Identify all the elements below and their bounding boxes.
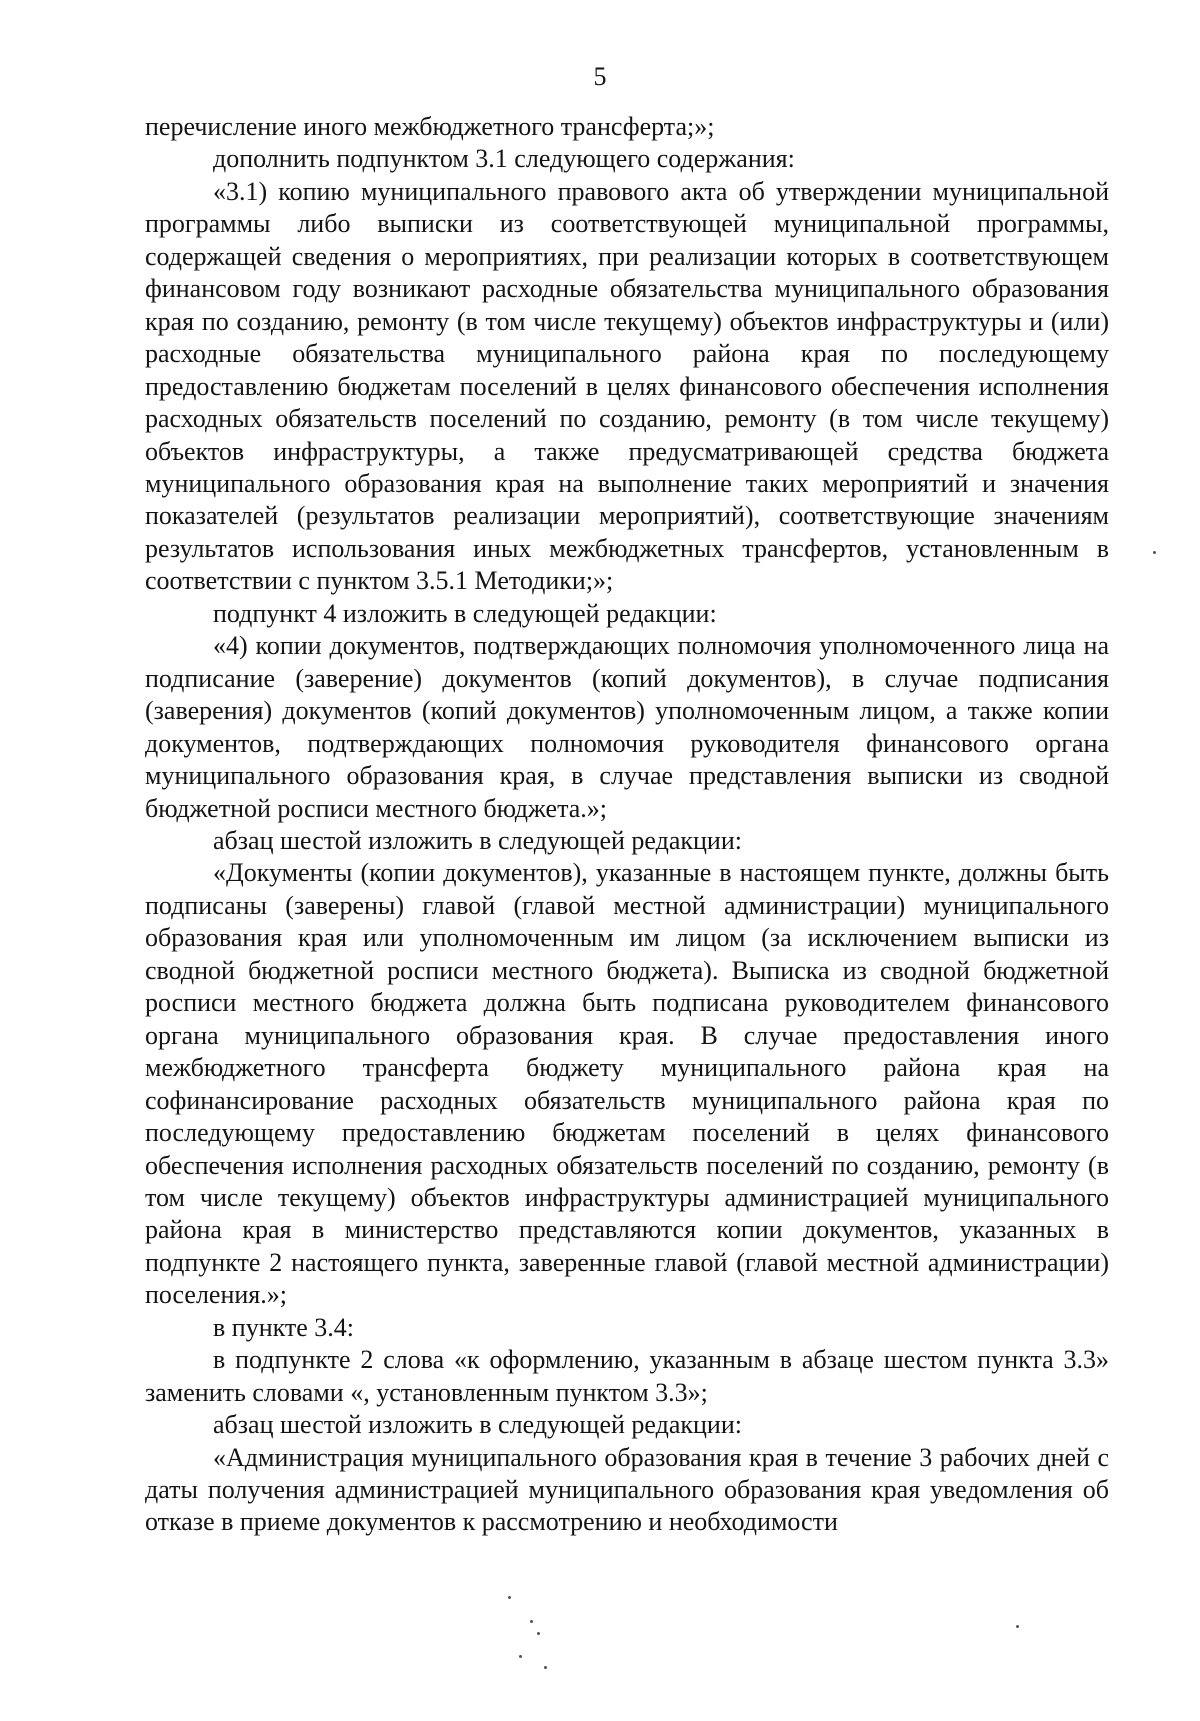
scan-speck — [544, 1666, 547, 1669]
page-number: 5 — [593, 62, 607, 91]
scan-speck — [1153, 551, 1156, 554]
paragraph-subitem-2-change: в подпункте 2 слова «к оформлению, указанным в абзаце шестом пункта 3.3» заменить словами «, установленным пунктом 3.3»; — [145, 1345, 1109, 1407]
paragraph-instruction-add-3-1: дополнить подпунктом 3.1 следующего содержания: — [213, 144, 795, 174]
paragraph-instruction-sixth-abzac: абзац шестой изложить в следующей редакции: — [213, 825, 742, 855]
paragraph-subitem-4: «4) копии документов, подтверждающих полномочия уполномоченного лица на подписание (заверение) документов (копий документов), в случае подписания (заверения) документов (копий документов) уполномоченным лицом, а также копии документов, подтверждающих полномочия руководителя финансового органа муниципального образования края, в случае представления выписки из сводной бюджетной росписи местного бюджета.»; — [145, 631, 1109, 823]
document-body — [145, 111, 1109, 1539]
scan-speck — [530, 1620, 533, 1623]
paragraph-instruction-subitem-4: подпункт 4 изложить в следующей редакции: — [213, 598, 717, 628]
paragraph-item-3-4: в пункте 3.4: — [213, 1312, 355, 1342]
paragraph-continuation: перечисление иного межбюджетного трансферта;»; — [145, 112, 715, 141]
paragraph-documents-signing: «Документы (копии документов), указанные в настоящем пункте, должны быть подписаны (заверены) главой (главой местной администрации) муниципального образования края или уполномоченным им лицом (за исключением выписки из сводной бюджетной росписи местного бюджета). Выписка из сводной бюджетной росписи местного бюджета должна быть подписана руководителем финансового органа муниципального образования края. В случае предоставления иного межбюджетного трансферта бюджету муниципального района края на софинансирование расходных обязательств муниципального района края по последующему предоставлению бюджетам поселений в целях финансового обеспечения исполнения расходных обязательств поселений по созданию, ремонту (в том числе текущему) объектов инфраструктуры администрацией муниципального района края в министерство представляются копии документов, указанных в подпункте 2 настоящего пункта, заверенные главой (главой местной администрации) поселения.»; — [145, 858, 1109, 1310]
paragraph-administration: «Администрация муниципального образования края в течение 3 рабочих дней с даты получения администрацией муниципального образования края уведомления об отказе в приеме документов к рассмотрению и необходимости — [145, 1442, 1109, 1537]
scan-speck — [519, 1655, 522, 1658]
scan-speck — [508, 1596, 511, 1599]
scan-speck — [537, 1632, 540, 1635]
scan-speck — [1016, 1625, 1019, 1628]
paragraph-subitem-3-1: «3.1) копию муниципального правового акта об утверждении муниципальной программы либо выписки из соответствующей муниципальной программы, содержащей сведения о мероприятиях, при реализации которых в соответствующем финансовом году возникают расходные обязательства муниципального образования края по созданию, ремонту (в том числе текущему) объектов инфраструктуры и (или) расходные обязательства муниципального района края по последующему предоставлению бюджетам поселений в целях финансового обеспечения исполнения расходных обязательств поселений по созданию, ремонту (в том числе текущему) объектов инфраструктуры, а также предусматривающей средства бюджета муниципального образования края на выполнение таких мероприятий и значения показателей (результатов реализации мероприятий), соответствующие значениям результатов использования иных межбюджетных трансфертов, установленным в соответствии с пунктом 3.5.1 Методики;»; — [145, 176, 1109, 596]
paragraph-instruction-sixth-abzac-2: абзац шестой изложить в следующей редакции: — [213, 1410, 742, 1440]
